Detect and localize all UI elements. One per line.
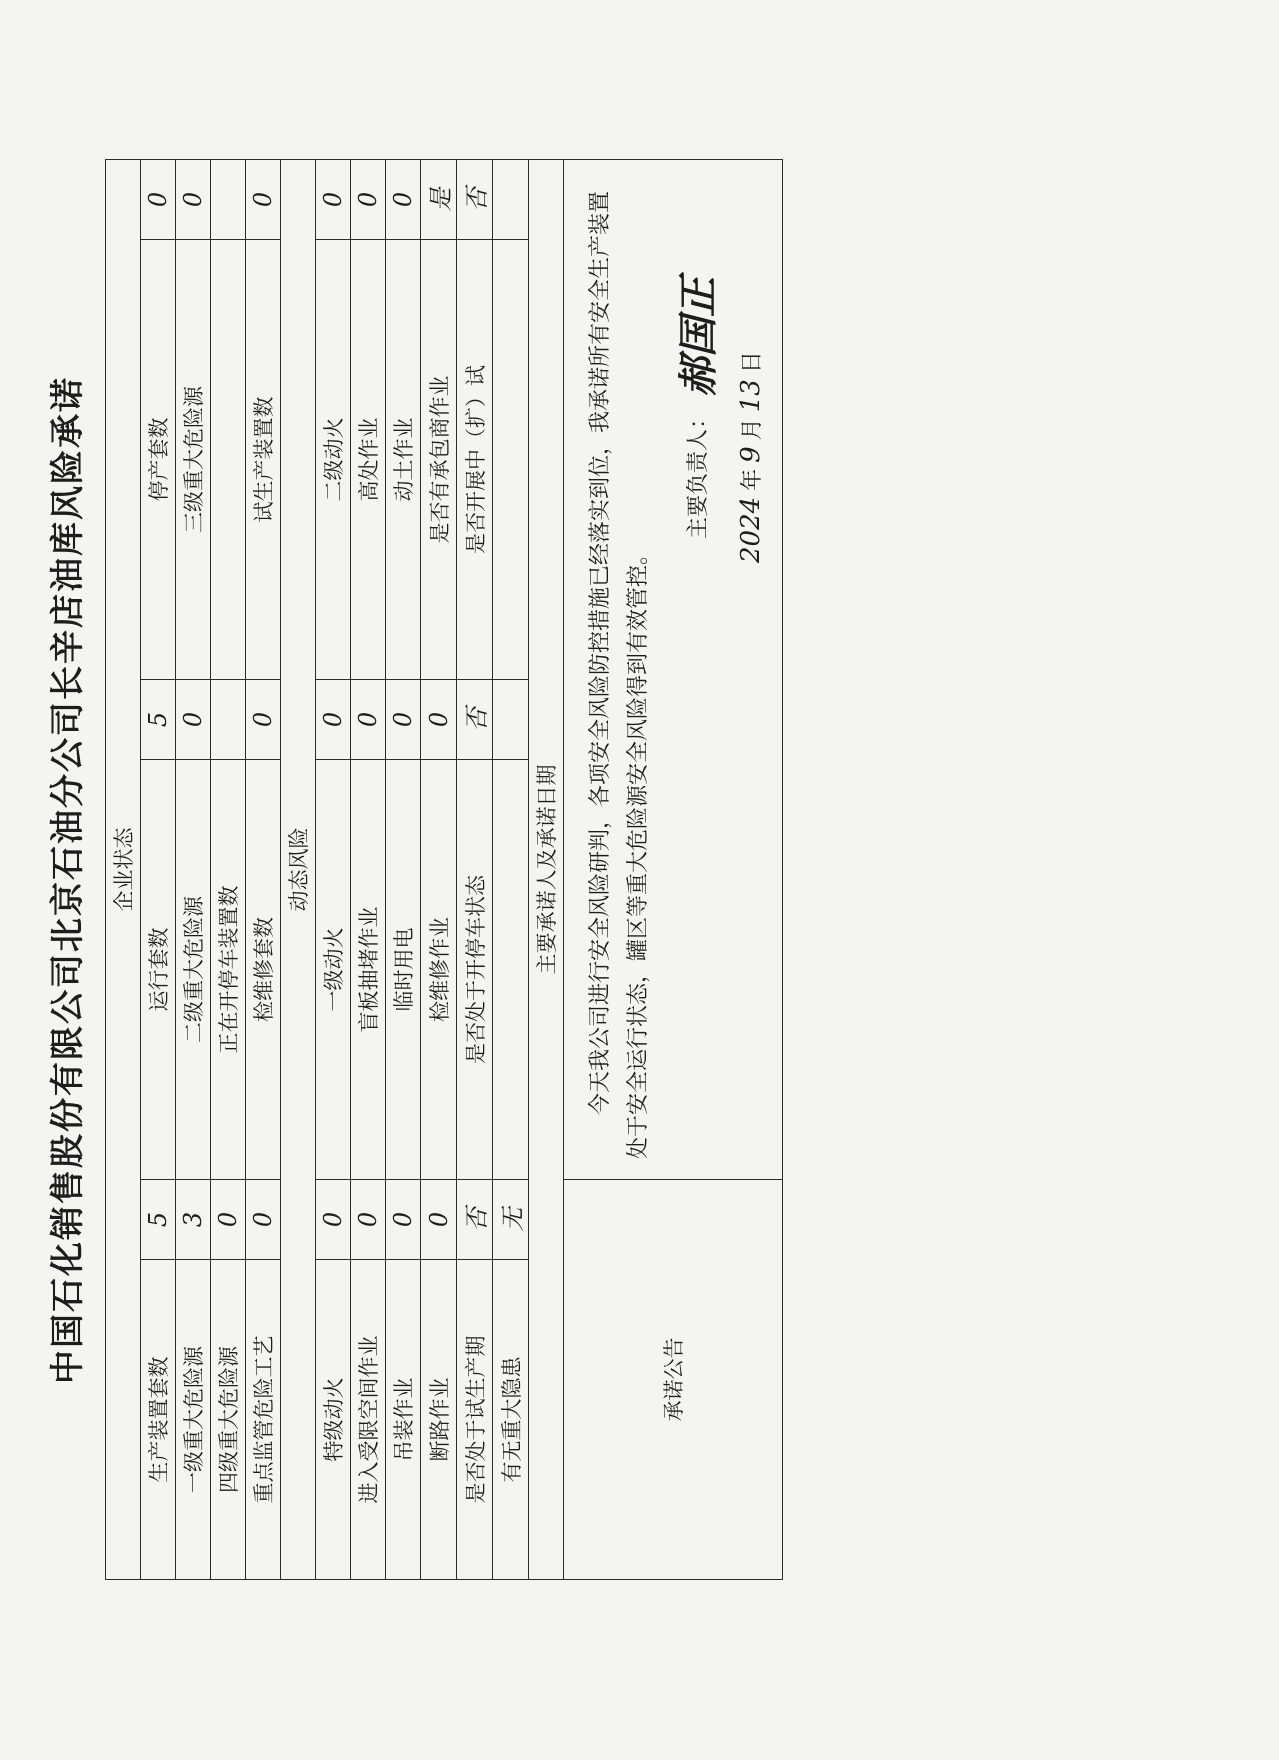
table-row — [421, 159, 457, 1579]
row-label: 是否有承包商作业 — [421, 240, 457, 680]
row-label: 四级重大危险源 — [211, 1260, 246, 1580]
row-value — [211, 159, 246, 239]
table-row — [141, 159, 176, 1579]
row-value: 0 — [421, 680, 457, 760]
row-label: 一级重大危险源 — [176, 1260, 211, 1580]
commitment-text: 今天我公司进行安全风险研判，各项安全风险防控措施已经落实到位，我承诺所有安全生产装置处于安全运行状态，罐区等重大危险源安全风险得到有效管控。 — [588, 190, 651, 1159]
commitment-body — [564, 159, 783, 1179]
row-value: 0 — [386, 1180, 421, 1260]
row-value: 0 — [211, 1180, 246, 1260]
row-label: 进入受限空间作业 — [351, 1260, 386, 1580]
row-label — [211, 240, 246, 680]
date-year-unit: 年 — [740, 468, 765, 491]
row-value: 0 — [386, 159, 421, 239]
row-value: 否 — [457, 680, 493, 760]
row-value: 0 — [351, 680, 386, 760]
table-row — [316, 159, 351, 1579]
table-row — [211, 159, 246, 1579]
row-label: 有无重大隐患 — [493, 1260, 529, 1580]
row-value — [211, 680, 246, 760]
row-value: 无 — [493, 1180, 529, 1260]
row-value: 0 — [386, 680, 421, 760]
row-label: 重点监管危险工艺 — [246, 1260, 281, 1580]
date-day: 13 — [736, 379, 766, 413]
row-label: 二级动火 — [316, 240, 351, 680]
row-label: 试生产装置数 — [246, 240, 281, 680]
row-label: 检维修作业 — [421, 760, 457, 1180]
table-row — [351, 159, 386, 1579]
row-value: 0 — [176, 159, 211, 239]
empty-cell — [493, 680, 529, 760]
table-row — [493, 159, 529, 1579]
row-label: 动土作业 — [386, 240, 421, 680]
row-value: 0 — [176, 680, 211, 760]
row-value: 0 — [316, 680, 351, 760]
row-value: 0 — [246, 680, 281, 760]
row-value: 0 — [351, 159, 386, 239]
dynamic-risk-header-row — [281, 159, 316, 1579]
row-value: 是 — [421, 159, 457, 239]
table-row — [176, 159, 211, 1579]
row-value: 5 — [141, 680, 176, 760]
row-value: 0 — [316, 159, 351, 239]
commitment-label: 承诺公告 — [564, 1180, 783, 1580]
empty-cell — [493, 240, 529, 680]
row-value: 否 — [457, 159, 493, 239]
commitment-row — [564, 159, 783, 1579]
risk-commitment-table — [105, 159, 783, 1580]
row-label: 断路作业 — [421, 1260, 457, 1580]
row-label: 二级重大危险源 — [176, 760, 211, 1180]
row-label: 特级动火 — [316, 1260, 351, 1580]
row-label: 是否处于试生产期 — [457, 1260, 493, 1580]
row-label: 高处作业 — [351, 240, 386, 680]
date-month-unit: 月 — [740, 418, 765, 441]
date-year: 2024 — [736, 496, 766, 563]
document-title: 中国石化销售股份有限公司北京石油分公司长辛店油库风险承诺 — [48, 376, 88, 1384]
row-label: 检维修套数 — [246, 760, 281, 1180]
row-value: 5 — [141, 1180, 176, 1260]
row-value: 0 — [316, 1180, 351, 1260]
section-header: 企业状态 — [106, 159, 141, 1579]
row-label: 一级动火 — [316, 760, 351, 1180]
commitment-header-row — [529, 159, 564, 1579]
row-label: 吊装作业 — [386, 1260, 421, 1580]
empty-cell — [493, 159, 529, 239]
row-label: 盲板抽堵作业 — [351, 760, 386, 1180]
date-line — [732, 180, 772, 1159]
row-label: 运行套数 — [141, 760, 176, 1180]
section-header: 主要承诺人及承诺日期 — [529, 159, 564, 1579]
date-day-unit: 日 — [740, 351, 765, 374]
table-row — [386, 159, 421, 1579]
signer-label: 主要负责人： — [686, 406, 711, 539]
row-value: 3 — [176, 1180, 211, 1260]
handwritten-signature: 郝国正 — [675, 276, 722, 397]
row-label: 停产套数 — [141, 240, 176, 680]
row-label: 是否处于开停车状态 — [457, 760, 493, 1180]
date-month: 9 — [736, 446, 766, 463]
row-label: 生产装置套数 — [141, 1260, 176, 1580]
section-header: 动态风险 — [281, 159, 316, 1579]
enterprise-status-header-row — [106, 159, 141, 1579]
row-value: 否 — [457, 1180, 493, 1260]
row-label: 是否开展中（扩）试 — [457, 240, 493, 680]
row-value: 0 — [351, 1180, 386, 1260]
signer-line — [675, 180, 722, 1159]
row-value: 0 — [141, 159, 176, 239]
empty-cell — [493, 760, 529, 1180]
table-row — [246, 159, 281, 1579]
row-value: 0 — [421, 1180, 457, 1260]
table-row — [457, 159, 493, 1579]
row-value: 0 — [246, 1180, 281, 1260]
row-label: 正在开停车装置数 — [211, 760, 246, 1180]
row-label: 临时用电 — [386, 760, 421, 1180]
row-label: 三级重大危险源 — [176, 240, 211, 680]
row-value: 0 — [246, 159, 281, 239]
